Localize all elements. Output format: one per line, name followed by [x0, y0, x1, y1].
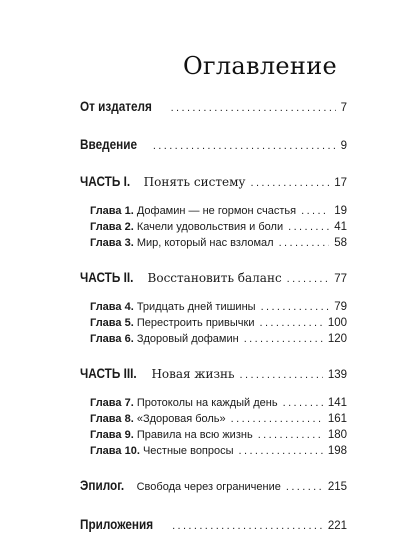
- part-number: ЧАСТЬ III.: [80, 365, 137, 381]
- dot-leader: [288, 221, 329, 233]
- toc-entry-part-3[interactable]: [80, 365, 347, 383]
- dot-leader: [279, 237, 330, 249]
- page-number: 9: [340, 140, 347, 152]
- toc-entry-chapter-4[interactable]: [80, 301, 347, 313]
- page-number: 79: [334, 301, 347, 313]
- toc-entry-chapter-6[interactable]: [80, 333, 347, 345]
- chapter-title: Протоколы на каждый день: [136, 397, 278, 409]
- toc-entry-epilogue[interactable]: [80, 477, 347, 495]
- part-name: Восстановить баланс: [147, 271, 282, 285]
- page-number: 100: [327, 317, 347, 329]
- dot-leader: [301, 205, 329, 217]
- chapter-number: Глава 8.: [90, 413, 134, 425]
- toc-entry-chapter-10[interactable]: [80, 445, 347, 457]
- toc-entry-intro[interactable]: [80, 136, 347, 152]
- dot-leader: [250, 177, 329, 189]
- chapter-number: Глава 4.: [90, 301, 134, 313]
- chapter-title: Качели удовольствия и боли: [136, 221, 284, 233]
- page-title: Оглавление: [183, 52, 337, 80]
- dot-leader: [287, 273, 330, 285]
- page-number: 180: [327, 429, 347, 441]
- toc-entry-chapter-9[interactable]: [80, 429, 347, 441]
- toc-entry-chapter-5[interactable]: [80, 317, 347, 329]
- page-number: 77: [334, 273, 347, 285]
- chapter-number: Глава 2.: [90, 221, 134, 233]
- chapter-title: Дофамин — не гормон счастья: [136, 205, 297, 217]
- dot-leader: [244, 333, 323, 345]
- entry-label: Приложения: [80, 516, 154, 532]
- part-name: Новая жизнь: [151, 367, 235, 381]
- toc-entry-chapter-3[interactable]: [80, 237, 347, 249]
- chapter-number: Глава 7.: [90, 397, 134, 409]
- chapter-number: Глава 10.: [90, 445, 140, 457]
- toc-entry-chapter-8[interactable]: [80, 413, 347, 425]
- dot-leader: [240, 369, 323, 381]
- part-number: ЧАСТЬ I.: [80, 173, 131, 189]
- page-number: 19: [334, 205, 347, 217]
- dot-leader: [258, 429, 323, 441]
- page-number: 120: [327, 333, 347, 345]
- entry-label: От издателя: [80, 98, 152, 114]
- chapter-title: Здоровый дофамин: [136, 333, 239, 345]
- page-number: 17: [334, 177, 347, 189]
- part-heading: [80, 365, 235, 383]
- page-number: 141: [327, 397, 347, 409]
- chapter-title: Честные вопросы: [142, 445, 234, 457]
- chapter-title: «Здоровая боль»: [136, 413, 226, 425]
- page-number: 161: [327, 413, 347, 425]
- part-number: ЧАСТЬ II.: [80, 269, 134, 285]
- page-number: 215: [327, 481, 347, 493]
- chapter-number: Глава 1.: [90, 205, 134, 217]
- dot-leader: [239, 445, 323, 457]
- chapter-title: Тридцать дней тишины: [136, 301, 256, 313]
- epilogue-heading: [80, 477, 281, 495]
- entry-label: Введение: [80, 136, 137, 152]
- table-of-contents: [80, 98, 347, 532]
- chapter-number: Глава 9.: [90, 429, 134, 441]
- dot-leader: [261, 301, 330, 313]
- dot-leader: [286, 481, 323, 493]
- dot-leader: [172, 520, 323, 532]
- toc-entry-chapter-1[interactable]: [80, 205, 347, 217]
- chapter-title: Перестроить привычки: [136, 317, 255, 329]
- part-heading: [80, 269, 282, 287]
- page-number: 58: [334, 237, 347, 249]
- dot-leader: [171, 102, 336, 114]
- page-number: 139: [327, 369, 347, 381]
- page-number: 7: [340, 102, 347, 114]
- chapter-title: Мир, который нас взломал: [136, 237, 274, 249]
- epilogue-title: Свобода через ограничение: [136, 481, 281, 493]
- part-heading: [80, 173, 245, 191]
- page-number: 221: [327, 520, 347, 532]
- toc-entry-part-2[interactable]: [80, 269, 347, 287]
- epilogue-label: Эпилог.: [80, 477, 125, 493]
- chapter-number: Глава 5.: [90, 317, 134, 329]
- dot-leader: [260, 317, 323, 329]
- dot-leader: [231, 413, 323, 425]
- toc-entry-chapter-2[interactable]: [80, 221, 347, 233]
- chapter-title: Правила на всю жизнь: [136, 429, 253, 441]
- chapter-number: Глава 3.: [90, 237, 134, 249]
- toc-entry-chapter-7[interactable]: [80, 397, 347, 409]
- toc-entry-publisher[interactable]: [80, 98, 347, 114]
- part-name: Понять систему: [143, 175, 246, 189]
- dot-leader: [283, 397, 323, 409]
- page-number: 41: [334, 221, 347, 233]
- chapter-number: Глава 6.: [90, 333, 134, 345]
- dot-leader: [153, 140, 336, 152]
- toc-entry-appendix[interactable]: [80, 516, 347, 532]
- page-number: 198: [327, 445, 347, 457]
- toc-entry-part-1[interactable]: [80, 173, 347, 191]
